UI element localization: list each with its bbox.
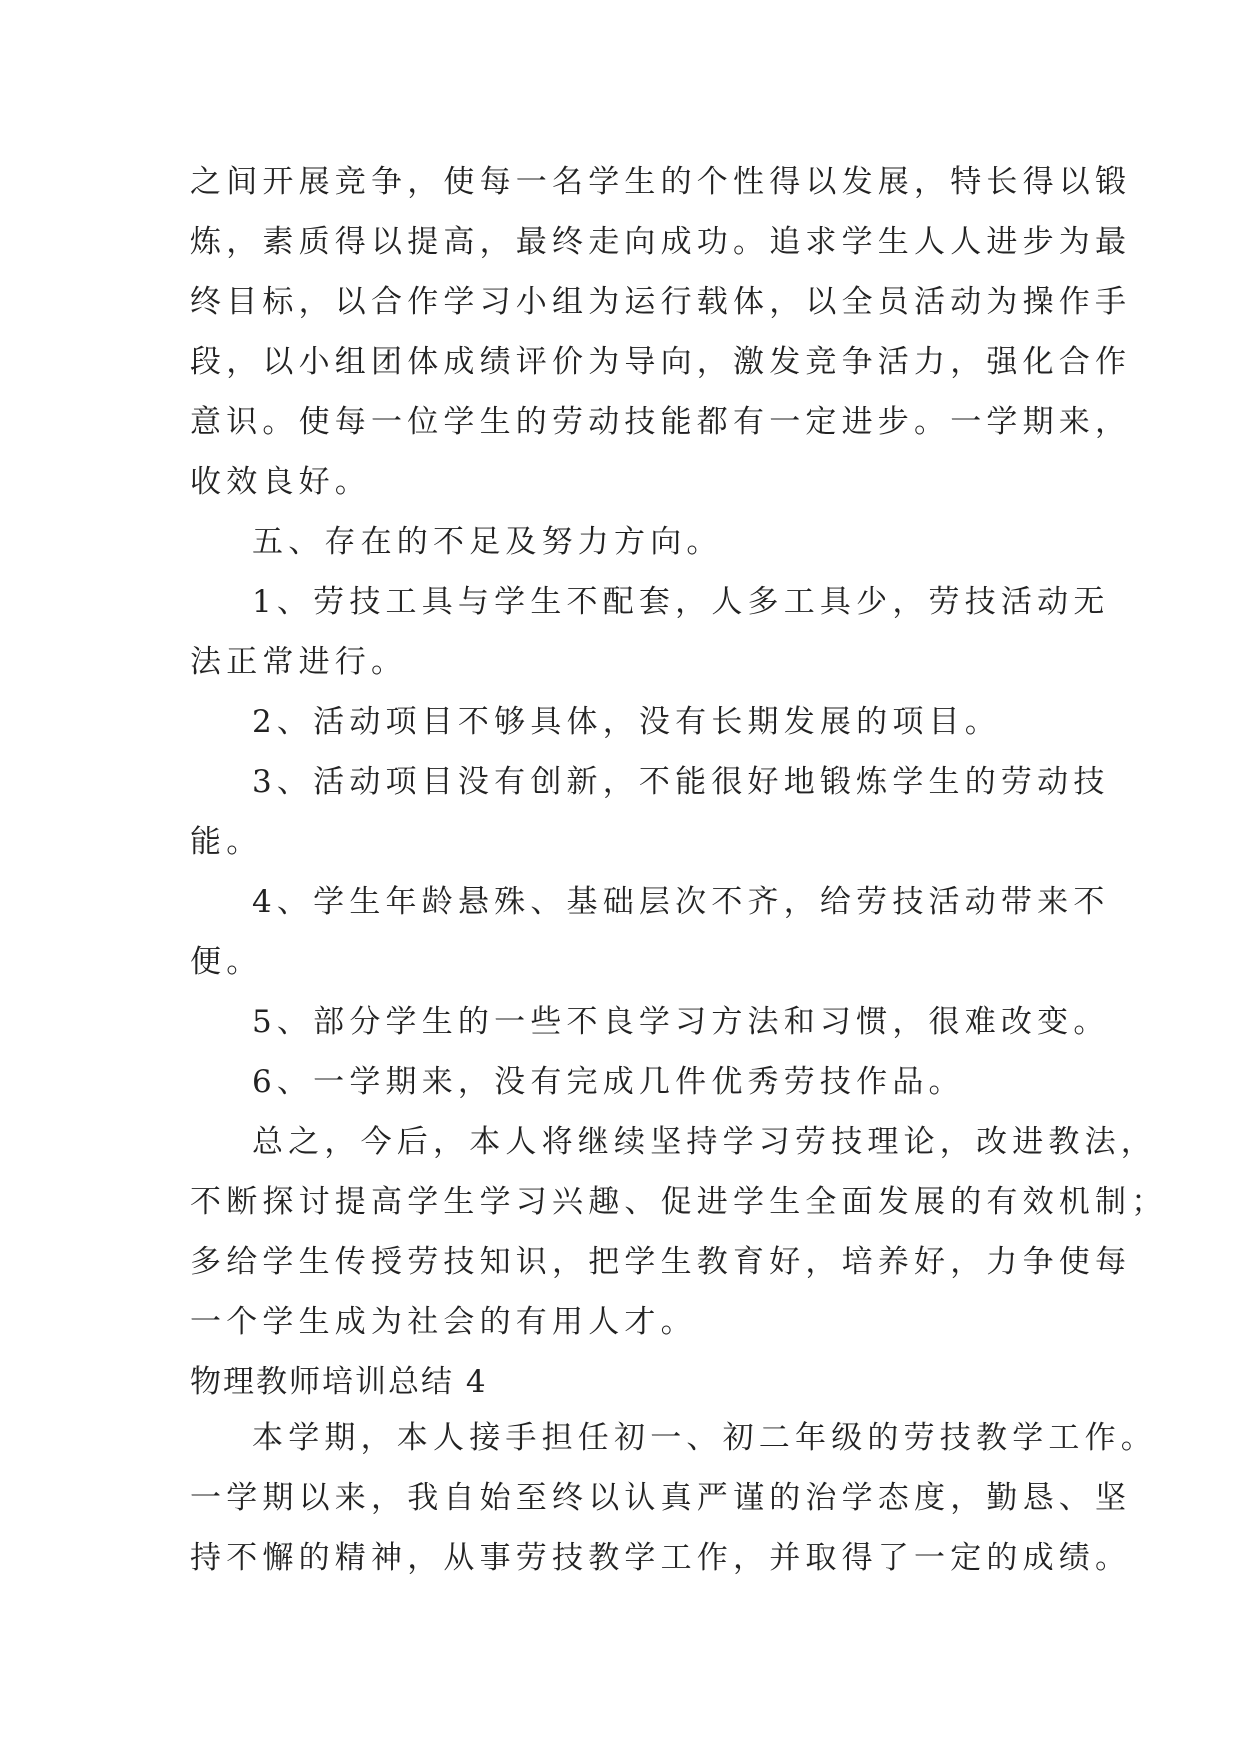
document-page bbox=[190, 152, 1168, 1588]
text-line: 便。 bbox=[190, 944, 263, 980]
text-line: 炼，素质得以提高，最终走向成功。追求学生人人进步为最 bbox=[190, 224, 1132, 260]
text-line: 段，以小组团体成绩评价为导向，激发竞争活力，强化合作 bbox=[190, 344, 1132, 380]
text-line: 能。 bbox=[190, 824, 263, 860]
text-line: 不断探讨提高学生学习兴趣、促进学生全面发展的有效机制； bbox=[190, 1184, 1168, 1220]
text-line: 2、活动项目不够具体，没有长期发展的项目。 bbox=[252, 704, 1001, 740]
text-line: 6、一学期来，没有完成几件优秀劳技作品。 bbox=[252, 1064, 965, 1100]
text-line: 持不懈的精神，从事劳技教学工作，并取得了一定的成绩。 bbox=[190, 1540, 1132, 1576]
section-body-text bbox=[190, 1408, 1157, 1588]
text-line: 5、部分学生的一些不良学习方法和习惯，很难改变。 bbox=[252, 1004, 1110, 1040]
text-line: 4、学生年龄悬殊、基础层次不齐，给劳技活动带来不 bbox=[252, 884, 1110, 920]
text-line: 一个学生成为社会的有用人才。 bbox=[190, 1304, 697, 1340]
text-line: 之间开展竞争，使每一名学生的个性得以发展，特长得以锻 bbox=[190, 164, 1132, 200]
text-line: 多给学生传授劳技知识，把学生教育好，培养好，力争使每 bbox=[190, 1244, 1132, 1280]
text-line: 3、活动项目没有创新，不能很好地锻炼学生的劳动技 bbox=[252, 764, 1110, 800]
text-line: 收效良好。 bbox=[190, 464, 371, 500]
body-text bbox=[190, 152, 1168, 1352]
text-line: 五、存在的不足及努力方向。 bbox=[252, 524, 723, 560]
text-line: 总之，今后，本人将继续坚持学习劳技理论，改进教法， bbox=[252, 1124, 1157, 1160]
text-line: 1、劳技工具与学生不配套，人多工具少，劳技活动无 bbox=[252, 584, 1110, 620]
text-line: 本学期，本人接手担任初一、初二年级的劳技教学工作。 bbox=[252, 1420, 1157, 1456]
text-line: 一学期以来，我自始至终以认真严谨的治学态度，勤恳、坚 bbox=[190, 1480, 1132, 1516]
text-line: 法正常进行。 bbox=[190, 644, 408, 680]
section-heading: 物理教师培训总结 4 bbox=[190, 1364, 488, 1400]
text-line: 意识。使每一位学生的劳动技能都有一定进步。一学期来， bbox=[190, 404, 1132, 440]
text-line: 终目标，以合作学习小组为运行载体，以全员活动为操作手 bbox=[190, 284, 1132, 320]
